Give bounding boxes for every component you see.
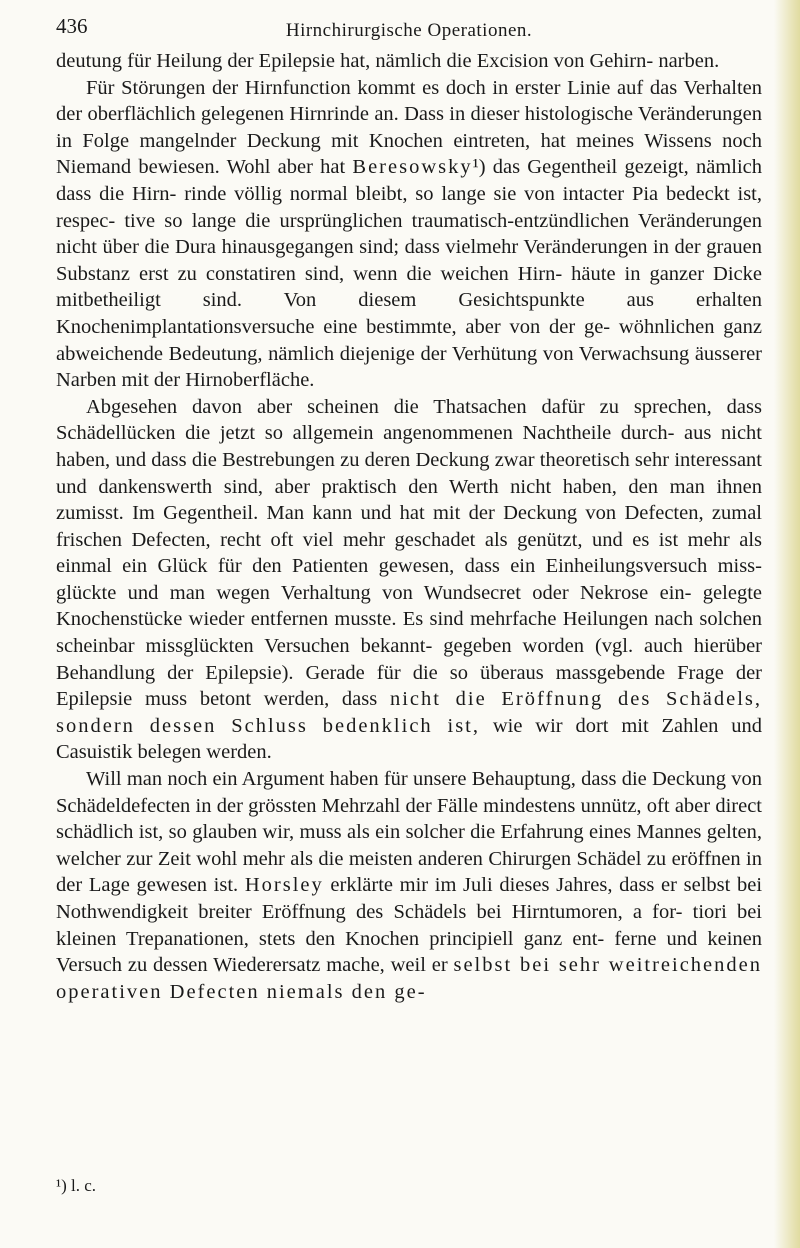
page: [56, 14, 762, 1005]
emphasized-text: selbst bei sehr weitreichenden operativen Defecten niemals den ge-: [56, 954, 762, 1003]
text-run: Abgesehen davon aber scheinen die Thatsachen dafür zu sprechen, dass Schädellücken die jetzt so allgemein angenommenen Nachtheile durch- aus nicht haben, und dass die Bestrebungen zu deren Deckung zwar theoretisch sehr interessant und dankenswerth sind, aber praktisch den Werth nicht haben, den man ihnen zumisst. Im Gegentheil. Man kann und hat mit der Deckung von Defecten, zumal frischen Defecten, recht oft viel mehr geschadet als genützt, und es ist mehr als einmal ein Glück für den Patienten gewesen, dass ein Einheilungsversuch miss- glückte und man wegen Verhaltung von Wundsecret oder Nekrose ein- gelegte Knochenstücke wieder entfernen musste. Es sind mehrfache Heilungen nach solchen scheinbar missglückten Versuchen bekannt- gegeben worden (vgl. auch hierüber Behandlung der Epilepsie). Gerade für die so überaus massgebende Frage der Epilepsie muss betont werden, dass: [56, 395, 762, 711]
page-edge: [774, 0, 800, 1248]
text-run: ¹) das Gegentheil gezeigt, nämlich dass die Hirn- rinde völlig normal bleibt, so lange sie von intacter Pia bedeckt ist, respec- tive so lange die ursprünglichen traumatisch-entzündlichen Veränderungen nicht über die Dura hinausgegangen sind; dass vielmehr Veränderungen in der grauen Substanz erst zu constatiren sind, wenn die weichen Hirn- häute in ganzer Dicke mitbetheiligt sind. Von diesem Gesichtspunkte aus erhalten Knochenimplantationsversuche eine bestimmte, aber von der ge- wöhnlichen ganz abweichende Bedeutung, nämlich diejenige der Verhütung von Verwachsung äusserer Narben mit der Hirnoberfläche.: [56, 156, 762, 392]
text-run: Für Störungen der Hirnfunction kommt es doch in erster Linie auf das Verhalten der oberflächlich gelegenen Hirnrinde an. Dass in dieser histologische Veränderungen in Folge mangelnder Deckung mit Knochen eintreten, hat meines Wissens noch Niemand bewiesen. Wohl aber hat: [56, 76, 762, 179]
paragraph-1: deutung für Heilung der Epilepsie hat, nämlich die Excision von Gehirn- narben.: [56, 50, 720, 72]
paragraph-2: [56, 75, 762, 394]
paragraph-3: [56, 394, 762, 766]
author-name: Horsley: [244, 874, 324, 897]
running-head: Hirnchirurgische Operationen.: [285, 20, 533, 41]
author-name: Beresowsky: [352, 156, 473, 179]
text-run: wie wir dort mit Zahlen und Casuistik belegen werden.: [56, 714, 763, 764]
text-run: Will man noch ein Argument haben für unsere Behauptung, dass die Deckung von Schädeldefecten in der grössten Mehrzahl der Fälle mindestens unnütz, oft aber direct schädlich ist, so glauben wir, muss als ein solcher die Erfahrung eines Mannes gelten, welcher zur Zeit wohl mehr als die meisten anderen Chirurgen Schädel zu eröffnen in der Lage gewesen ist.: [56, 768, 762, 897]
body-text: [56, 48, 762, 1005]
emphasized-text: nicht die Eröffnung des Schädels, sondern dessen Schluss bedenklich ist,: [56, 688, 762, 737]
paragraph-4: [56, 766, 762, 1005]
footnote: ¹) l. c.: [56, 1176, 97, 1195]
page-header: [56, 14, 762, 46]
text-run: erklärte mir im Juli dieses Jahres, dass er selbst bei Nothwendigkeit breiter Eröffnung des Schädels bei Hirntumoren, a for- tiori bei kleinen Trepanationen, stets den Knochen principiell ganz ent- ferne und keinen Versuch zu dessen Wiederersatz mache, weil er: [56, 874, 763, 977]
page-number: 436: [56, 14, 88, 38]
